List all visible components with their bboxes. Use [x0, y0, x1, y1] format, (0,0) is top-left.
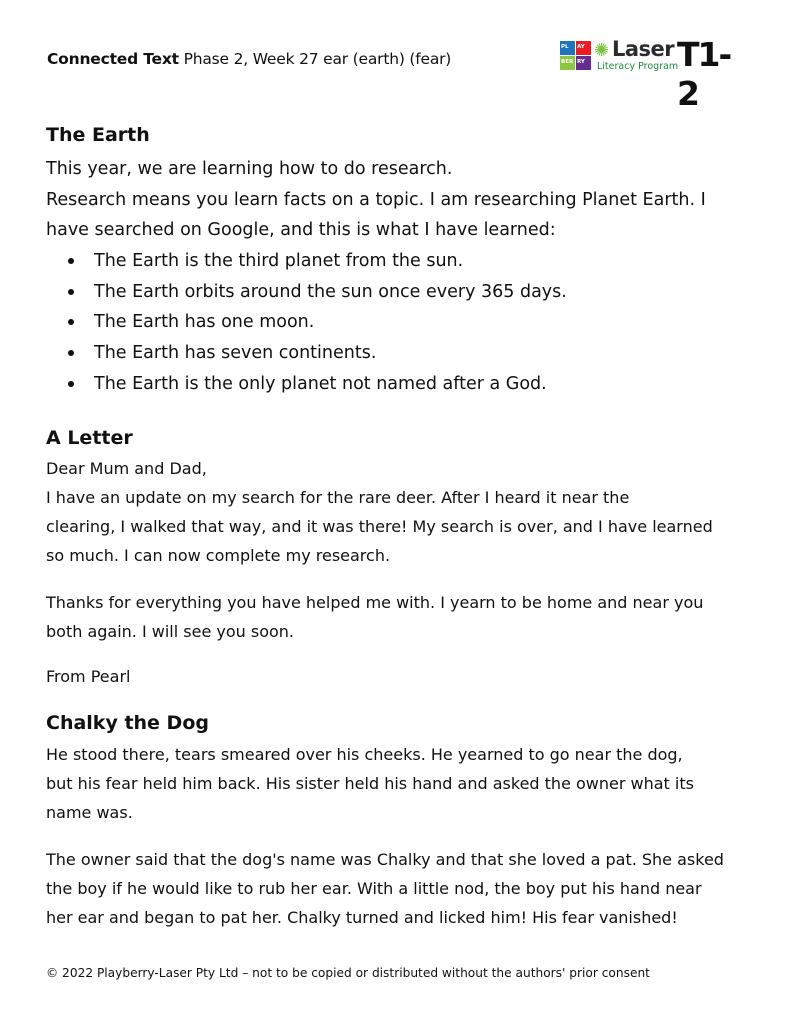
list-item: The Earth orbits around the sun once every 365 days. [46, 277, 567, 308]
logo-version: T1-2 [677, 35, 731, 113]
text-line: both again. I will see you soon. [46, 622, 295, 641]
chalky-paragraph-1 [46, 740, 694, 827]
bullet-icon [68, 350, 74, 356]
text-line: the boy if he would like to rub her ear. With a little nod, the boy put his hand near [46, 879, 702, 898]
text-line: name was. [46, 803, 133, 822]
logo-subtitle: Literacy Program [597, 61, 679, 72]
document-header [47, 50, 451, 68]
list-item: The Earth is the third planet from the sun. [46, 246, 567, 277]
header-subtitle: Phase 2, Week 27 ear (earth) (fear) [178, 50, 452, 68]
text-line: her ear and began to pat her. Chalky turned and licked him! His fear vanished! [46, 908, 678, 927]
letter-signoff: From Pearl [46, 667, 131, 686]
logo-block: PL [560, 41, 575, 55]
text-line: This year, we are learning how to do research. [46, 159, 453, 179]
logo-word: Laser [612, 37, 675, 61]
text-line: but his fear held him back. His sister held his hand and asked the owner what its [46, 774, 694, 793]
text-line: He stood there, tears smeared over his cheeks. He yearned to go near the dog, [46, 745, 683, 764]
list-item: The Earth has seven continents. [46, 338, 567, 369]
text-line: The owner said that the dog's name was Chalky and that she loved a pat. She asked [46, 850, 724, 869]
logo-block: BER [560, 56, 575, 70]
text-line: so much. I can now complete my research. [46, 546, 391, 565]
logo-block: RY [576, 56, 591, 70]
text-line: Thanks for everything you have helped me with. I yearn to be home and near you [46, 593, 704, 612]
bullet-icon [68, 319, 74, 325]
chalky-paragraph-2 [46, 845, 724, 932]
letter-greeting: Dear Mum and Dad, [46, 459, 207, 478]
section-earth-intro [46, 154, 706, 246]
text-line: clearing, I walked that way, and it was there! My search is over, and I have learned [46, 517, 713, 536]
logo-block: AY [576, 41, 591, 55]
bullet-icon [68, 289, 74, 295]
text-line: have searched on Google, and this is what I have learned: [46, 220, 556, 240]
header-label: Connected Text [47, 50, 179, 68]
letter-paragraph-2 [46, 588, 703, 646]
bullet-icon [68, 381, 74, 387]
bullet-icon [68, 258, 74, 264]
letter-paragraph-1 [46, 483, 713, 570]
playberry-blocks-icon [560, 41, 592, 71]
starburst-icon: ✺ [594, 40, 610, 61]
section-title-chalky: Chalky the Dog [46, 712, 209, 734]
copyright-footer: © 2022 Playberry-Laser Pty Ltd – not to be copied or distributed without the authors' prior consent [46, 966, 650, 980]
text-line: Research means you learn facts on a topic. I am researching Planet Earth. I [46, 189, 706, 210]
section-title-letter: A Letter [46, 427, 133, 449]
section-title-earth: The Earth [46, 124, 150, 146]
earth-facts-list [46, 246, 567, 400]
list-item: The Earth is the only planet not named after a God. [46, 369, 567, 400]
text-line: I have an update on my search for the rare deer. After I heard it near the [46, 488, 630, 507]
list-item: The Earth has one moon. [46, 307, 567, 338]
laser-literacy-logo [560, 35, 740, 113]
